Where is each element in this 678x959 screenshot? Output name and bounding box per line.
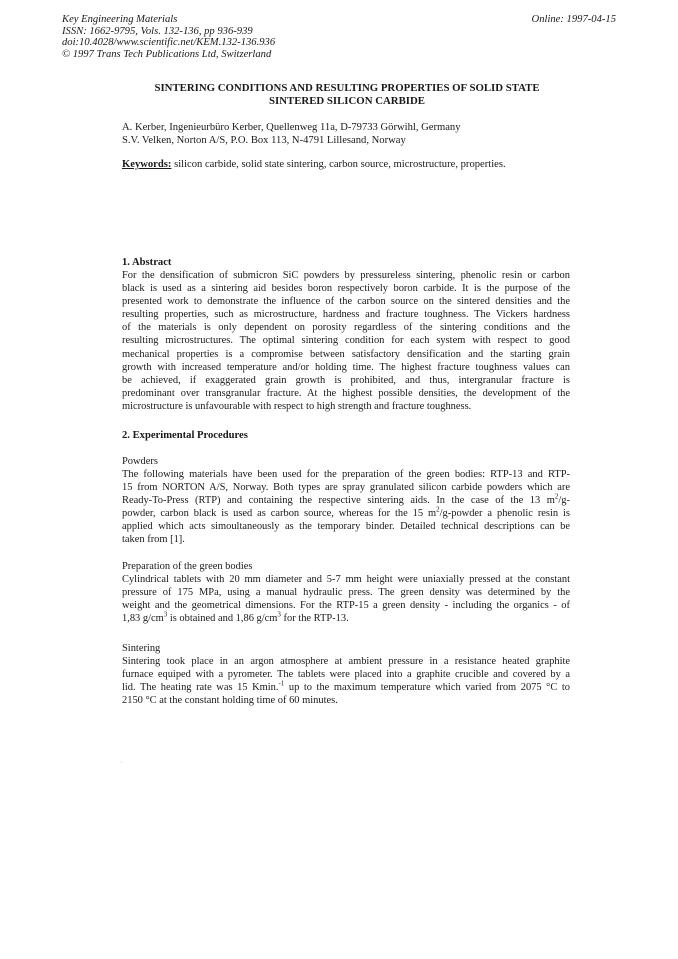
sintering-body bbox=[122, 655, 570, 707]
powders-text: powder, carbon black is used as carbon source, whereas for the 15 m bbox=[122, 508, 437, 520]
title-line-1: SINTERING CONDITIONS AND RESULTING PROPERTIES OF SOLID STATE bbox=[154, 82, 540, 94]
superscript: -1 bbox=[278, 679, 285, 688]
title-line-2: SINTERED SILICON CARBIDE bbox=[269, 95, 425, 107]
abstract-line: For the densification of submicron SiC powders by pressureless sintering, phenolic resin or carbon bbox=[122, 270, 570, 281]
doi-line: doi:10.4028/www.scientific.net/KEM.132-136.936 bbox=[62, 37, 276, 49]
powders-line: The following materials have been used for the preparation of the green bodies: RTP-13 and RTP- bbox=[122, 469, 570, 480]
abstract-line: be achieved, if exaggerated grain growth is prohibited, and thus, intergranular fracture is bbox=[122, 374, 570, 386]
sintering-line: furnace equiped with a pyrometer. The tablets were placed into a graphite crucible and covered by a bbox=[122, 669, 570, 681]
journal-name: Key Engineering Materials bbox=[62, 14, 178, 25]
abstract-body bbox=[122, 269, 570, 413]
green-bodies-line: Cylindrical tablets with 20 mm diameter and 5-7 mm height were uniaxially pressed at the constant bbox=[122, 574, 570, 585]
sintering-text: lid. The heating rate was 15 Kmin. bbox=[122, 682, 279, 694]
green-bodies-text: for the RTP-13. bbox=[280, 613, 349, 625]
powders-line: taken from [1]. bbox=[122, 534, 185, 546]
sintering-line bbox=[122, 681, 570, 694]
powders-text: Ready-To-Press (RTP) and containing the respective sintering aids. In the case of the 13 m bbox=[122, 495, 555, 507]
paper-title bbox=[124, 82, 570, 108]
copyright-line: © 1997 Trans Tech Publications Ltd, Switzerland bbox=[62, 48, 272, 60]
powders-text: /g- bbox=[558, 495, 570, 507]
online-date: Online: 1997-04-15 bbox=[531, 14, 616, 25]
author-2: S.V. Velken, Norton A/S, P.O. Box 113, N-4791 Lillesand, Norway bbox=[122, 135, 406, 147]
sintering-text: up to the maximum temperature which varied from 2075 °C to bbox=[284, 682, 570, 694]
green-bodies-text: is obtained and 1,86 g/cm bbox=[167, 613, 278, 625]
keywords-label: Keywords: bbox=[122, 159, 172, 170]
powders-text: /g-powder a phenolic resin is bbox=[439, 508, 570, 520]
issn-line: ISSN: 1662-9795, Vols. 132-136, pp 936-939 bbox=[62, 25, 253, 37]
powders-line: applied which acts simoultaneously as the temporary binder. Detailed technical descriptions can be bbox=[122, 521, 570, 533]
abstract-line: presented work to demonstrate the influence of the carbon source on the sintered densities and the bbox=[122, 296, 570, 308]
green-bodies-text: 1,83 g/cm bbox=[122, 613, 164, 625]
green-bodies-line: weight and the geometrical dimensions. For the RTP-15 a green density - including the organics - of bbox=[122, 600, 570, 612]
abstract-heading: 1. Abstract bbox=[122, 257, 172, 268]
abstract-line: predominant over transgranular fracture. At the highest possible densities, the development of the bbox=[122, 387, 570, 399]
abstract-line: resulting microstructures. The optimal sintering condition for each system with respect to good bbox=[122, 335, 570, 347]
powders-subheading: Powders bbox=[122, 456, 158, 467]
green-bodies-line: pressure of 175 MPa, using a manual hydraulic press. The green density was determined by the bbox=[122, 587, 570, 599]
powders-line bbox=[122, 494, 570, 507]
scan-speck bbox=[121, 762, 122, 763]
abstract-line: resulting properties, such as microstructure, hardness and fracture toughness. The Vickers hardness bbox=[122, 309, 570, 321]
abstract-line: black is used as a sintering aid besides boron respectively boron carbide. It is the purpose of the bbox=[122, 283, 570, 295]
keywords-text: silicon carbide, solid state sintering, carbon source, microstructure, properties. bbox=[171, 159, 506, 170]
author-1: A. Kerber, Ingenieurbüro Kerber, Quellenweg 11a, D-79733 Görwihl, Germany bbox=[122, 122, 461, 133]
abstract-line: mechanical properties is a compromise between satisfactory densification and the starting grain bbox=[122, 348, 570, 360]
sintering-subheading: Sintering bbox=[122, 643, 161, 654]
sintering-line: 2150 °C at the constant holding time of 60 minutes. bbox=[122, 695, 338, 707]
abstract-line: growth with increased temperature and/or holding time. The highest fracture toughness values can bbox=[122, 361, 570, 373]
keywords bbox=[122, 158, 506, 171]
green-bodies-subheading: Preparation of the green bodies bbox=[122, 561, 253, 572]
abstract-line: microstructure is unfavourable with respect to high strength and fracture toughness. bbox=[122, 400, 472, 412]
powders-line: 15 from NORTON A/S, Norway. Both types are spray granulated silicon carbide powders which are bbox=[122, 482, 570, 494]
superscript: 2 bbox=[436, 505, 440, 514]
experimental-heading: 2. Experimental Procedures bbox=[122, 430, 248, 441]
superscript: 3 bbox=[163, 610, 168, 619]
superscript: 3 bbox=[277, 610, 281, 619]
author-list bbox=[122, 121, 461, 148]
abstract-line: of the materials is only dependent on porosity regardless of the sintering conditions and the bbox=[122, 322, 570, 334]
green-bodies-line bbox=[122, 612, 570, 625]
superscript: 2 bbox=[554, 492, 559, 501]
journal-header bbox=[62, 14, 275, 60]
powders-line bbox=[122, 507, 570, 520]
sintering-line: Sintering took place in an argon atmosphere at ambient pressure in a resistance heated graphite bbox=[122, 656, 570, 667]
green-bodies-body bbox=[122, 573, 570, 625]
powders-body bbox=[122, 468, 570, 547]
